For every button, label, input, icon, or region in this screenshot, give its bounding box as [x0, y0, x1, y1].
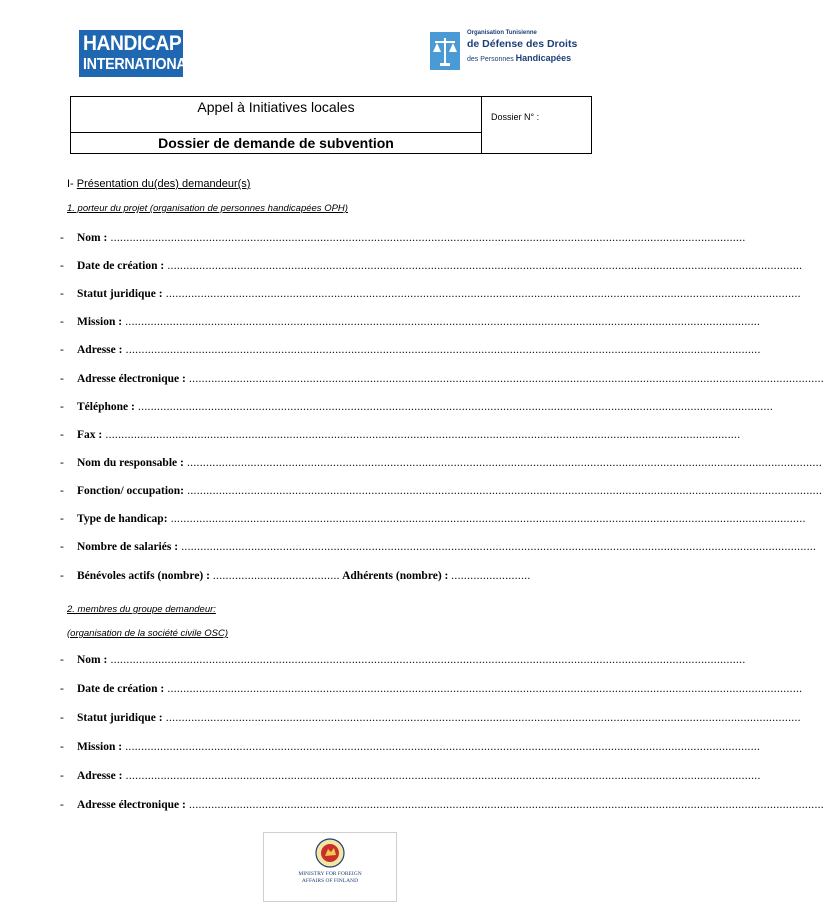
logo-text-line2: INTERNATIONAL	[83, 56, 195, 73]
benevoles-field[interactable]: ........................................	[212, 570, 340, 582]
field-input-line[interactable]: ........................................................................................................................................................................................................	[164, 260, 803, 273]
bullet-dash: -	[60, 232, 64, 244]
finland-lion-seal-icon	[315, 838, 345, 868]
header-table	[70, 96, 592, 154]
field-label: Date de création :	[77, 260, 165, 273]
form-field-row	[60, 513, 806, 529]
finland-ministry-text	[264, 871, 396, 885]
bullet-dash: -	[60, 428, 64, 441]
bullet-dash: -	[60, 654, 64, 666]
bullet-dash: -	[60, 513, 64, 525]
field-label: Statut juridique :	[77, 288, 163, 301]
form-field-row	[60, 712, 801, 728]
field-label: Nom :	[77, 232, 108, 244]
bullet-dash: -	[60, 288, 64, 301]
field-input-line[interactable]: ........................................................................................................................................................................................................	[107, 654, 746, 666]
form-field-row	[60, 344, 761, 360]
field-label: Fax :	[77, 428, 103, 441]
field-label: Adresse électronique :	[77, 799, 186, 811]
field-input-line[interactable]: ........................................................................................................................................................................................................	[183, 456, 823, 469]
bullet-dash: -	[60, 541, 64, 554]
field-input-line[interactable]: ........................................................................................................................................................................................................	[164, 683, 803, 695]
field-label: Nombre de salariés :	[77, 541, 179, 554]
header-divider	[71, 132, 481, 133]
field-input-line[interactable]: ........................................................................................................................................................................................................	[185, 372, 824, 385]
document-title: Appel à Initiatives locales	[197, 99, 355, 115]
form-field-row	[60, 316, 761, 332]
form-field-row	[60, 456, 823, 473]
form-field-row	[60, 400, 774, 417]
form-field-row	[60, 232, 746, 248]
form-field-row	[60, 428, 741, 445]
form-field-row	[60, 372, 824, 389]
field-input-line[interactable]: ........................................................................................................................................................................................................	[122, 344, 761, 357]
field-input-line[interactable]: ........................................................................................................................................................................................................	[162, 712, 801, 724]
field-input-line[interactable]: ........................................................................................................................................................................................................	[178, 541, 817, 554]
footer-line1: MINISTRY FOR FOREIGN	[298, 871, 362, 877]
finland-ministry-logo	[263, 832, 397, 902]
form-field-row	[60, 260, 803, 276]
otddph-logo-text	[467, 30, 577, 63]
logo-text-line1: HANDICAP	[83, 32, 182, 55]
adherents-field[interactable]: .........................	[451, 570, 531, 582]
field-input-line[interactable]: ........................................................................................................................................................................................................	[185, 799, 824, 811]
field-label: Adresse électronique :	[77, 372, 186, 385]
benevoles-adherents-row: - Bénévoles actifs (nombre) : ........................................ Adhérents (nombre) : .........................	[60, 570, 531, 582]
handicap-international-logo	[79, 30, 195, 77]
field-input-line[interactable]: ........................................................................................................................................................................................................	[134, 400, 774, 413]
bullet-dash: -	[60, 770, 64, 782]
field-input-line[interactable]: ........................................................................................................................................................................................................	[122, 741, 761, 753]
field-input-line[interactable]: ........................................................................................................................................................................................................	[184, 484, 823, 497]
bullet-dash: -	[60, 400, 64, 413]
field-label: Téléphone :	[77, 400, 135, 413]
field-input-line[interactable]: ........................................................................................................................................................................................................	[102, 428, 741, 441]
field-input-line[interactable]: ........................................................................................................................................................................................................	[122, 316, 761, 329]
field-input-line[interactable]: ........................................................................................................................................................................................................	[167, 513, 806, 525]
field-label: Mission :	[77, 316, 123, 329]
subsection-2-subtitle: (organisation de la société civile OSC)	[67, 628, 229, 639]
dossier-number-label: Dossier N° :	[491, 112, 540, 122]
otd-line3: des Personnes Handicapées	[467, 52, 572, 63]
field-input-line[interactable]: ........................................................................................................................................................................................................	[107, 232, 746, 244]
bullet-dash: -	[60, 344, 64, 357]
field-label: Fonction/ occupation:	[77, 484, 185, 497]
document-subtitle: Dossier de demande de subvention	[158, 135, 394, 151]
field-input-line[interactable]: ........................................................................................................................................................................................................	[162, 288, 801, 301]
bullet-dash: -	[60, 712, 64, 724]
field-input-line[interactable]: ........................................................................................................................................................................................................	[122, 770, 761, 782]
subsection-2-title: 2. membres du groupe demandeur:	[67, 604, 216, 615]
bullet-dash: -	[60, 260, 64, 273]
field-label: Type de handicap:	[77, 513, 168, 525]
bullet-dash: -	[60, 683, 64, 695]
otddph-logo	[428, 26, 578, 76]
bullet-dash: -	[60, 799, 64, 811]
field-label: Adresse :	[77, 770, 123, 782]
field-label: Adresse :	[77, 344, 123, 357]
otd-line2: de Défense des Droits	[467, 38, 578, 50]
bullet-dash: -	[60, 741, 64, 753]
section-title: I- Présentation du(des) demandeur(s)	[67, 178, 251, 190]
form-field-row	[60, 654, 746, 670]
field-label: Nom du responsable :	[77, 456, 184, 469]
scales-of-justice-icon	[428, 30, 462, 72]
form-field-row	[60, 683, 803, 699]
field-label: Mission :	[77, 741, 123, 753]
bullet-dash: -	[60, 484, 64, 497]
form-field-row	[60, 484, 823, 501]
bullet-dash: -	[60, 372, 64, 385]
otd-line1: Organisation Tunisienne	[467, 30, 537, 36]
field-label: Date de création :	[77, 683, 165, 695]
benevoles-label: Bénévoles actifs (nombre) :	[77, 570, 210, 582]
form-field-row	[60, 741, 761, 757]
form-field-row	[60, 799, 824, 815]
field-label: Nom :	[77, 654, 108, 666]
adherents-label: Adhérents (nombre) :	[342, 570, 449, 582]
bullet-dash: -	[60, 456, 64, 469]
subsection-1-title: 1. porteur du projet (organisation de personnes handicapées OPH)	[67, 203, 348, 214]
bullet-dash: -	[60, 316, 64, 329]
footer-line2: AFFAIRS OF FINLAND	[301, 878, 359, 885]
field-label: Statut juridique :	[77, 712, 163, 724]
form-field-row	[60, 770, 761, 786]
form-field-row	[60, 288, 801, 304]
form-field-row	[60, 541, 817, 557]
